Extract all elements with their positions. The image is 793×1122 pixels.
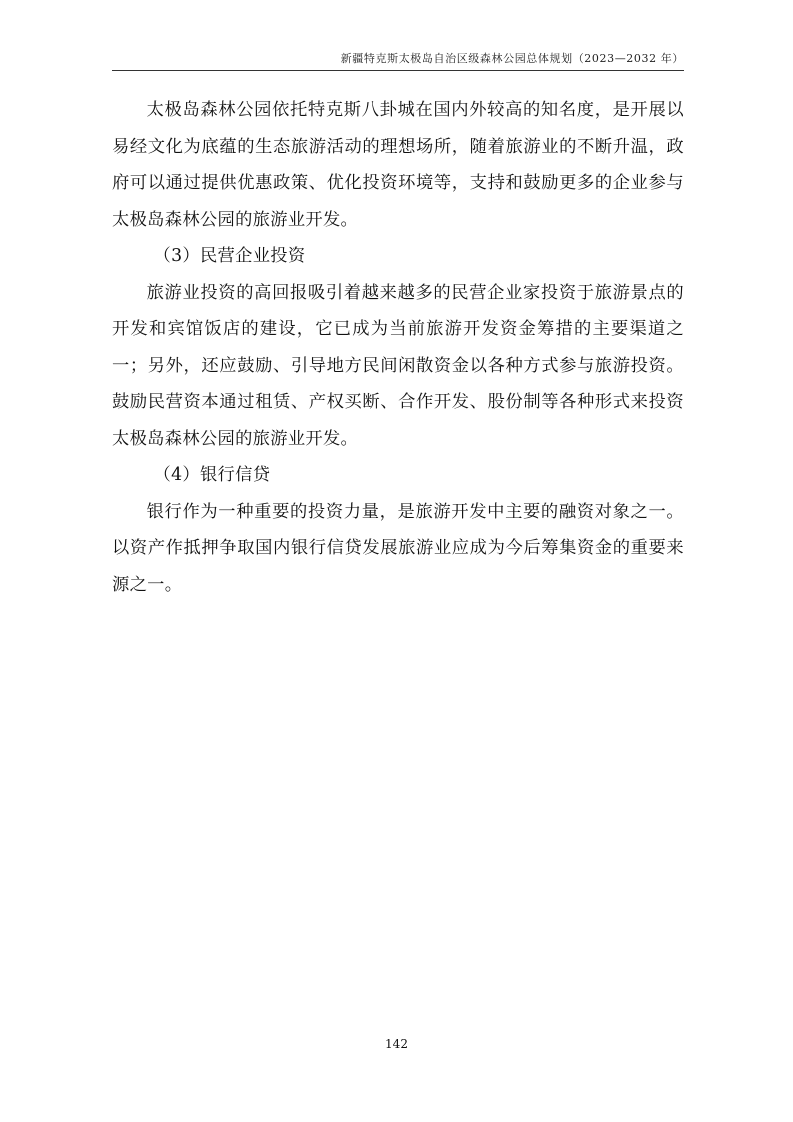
- document-body: [112, 92, 684, 603]
- section-heading-private-investment: （3）民营企业投资: [153, 246, 306, 266]
- header-divider: [112, 70, 684, 71]
- paragraph-government-support: 太极岛森林公园依托特克斯八卦城在国内外较高的知名度，是开展以易经文化为底蕴的生态旅游活动的理想场所，随着旅游业的不断升温，政府可以通过提供优惠政策、优化投资环境等，支持和鼓励更多的企业参与太极岛森林公园的旅游业开发。: [112, 100, 684, 230]
- section-heading-bank-credit: （4）银行信贷: [153, 465, 271, 485]
- page-number: 142: [385, 1037, 408, 1051]
- page-header: 新疆特克斯太极岛自治区级森林公园总体规划（2023—2032 年）: [340, 52, 684, 65]
- paragraph-bank-credit: 银行作为一种重要的投资力量，是旅游开发中主要的融资对象之一。以资产作抵押争取国内银行信贷发展旅游业应成为今后筹集资金的重要来源之一。: [112, 501, 684, 595]
- paragraph-private-investment: 旅游业投资的高回报吸引着越来越多的民营企业家投资于旅游景点的开发和宾馆饭店的建设，它已成为当前旅游开发资金筹措的主要渠道之一；另外，还应鼓励、引导地方民间闲散资金以各种方式参与旅游投资。鼓励民营资本通过租赁、产权买断、合作开发、股份制等各种形式来投资太极岛森林公园的旅游业开发。: [112, 282, 684, 449]
